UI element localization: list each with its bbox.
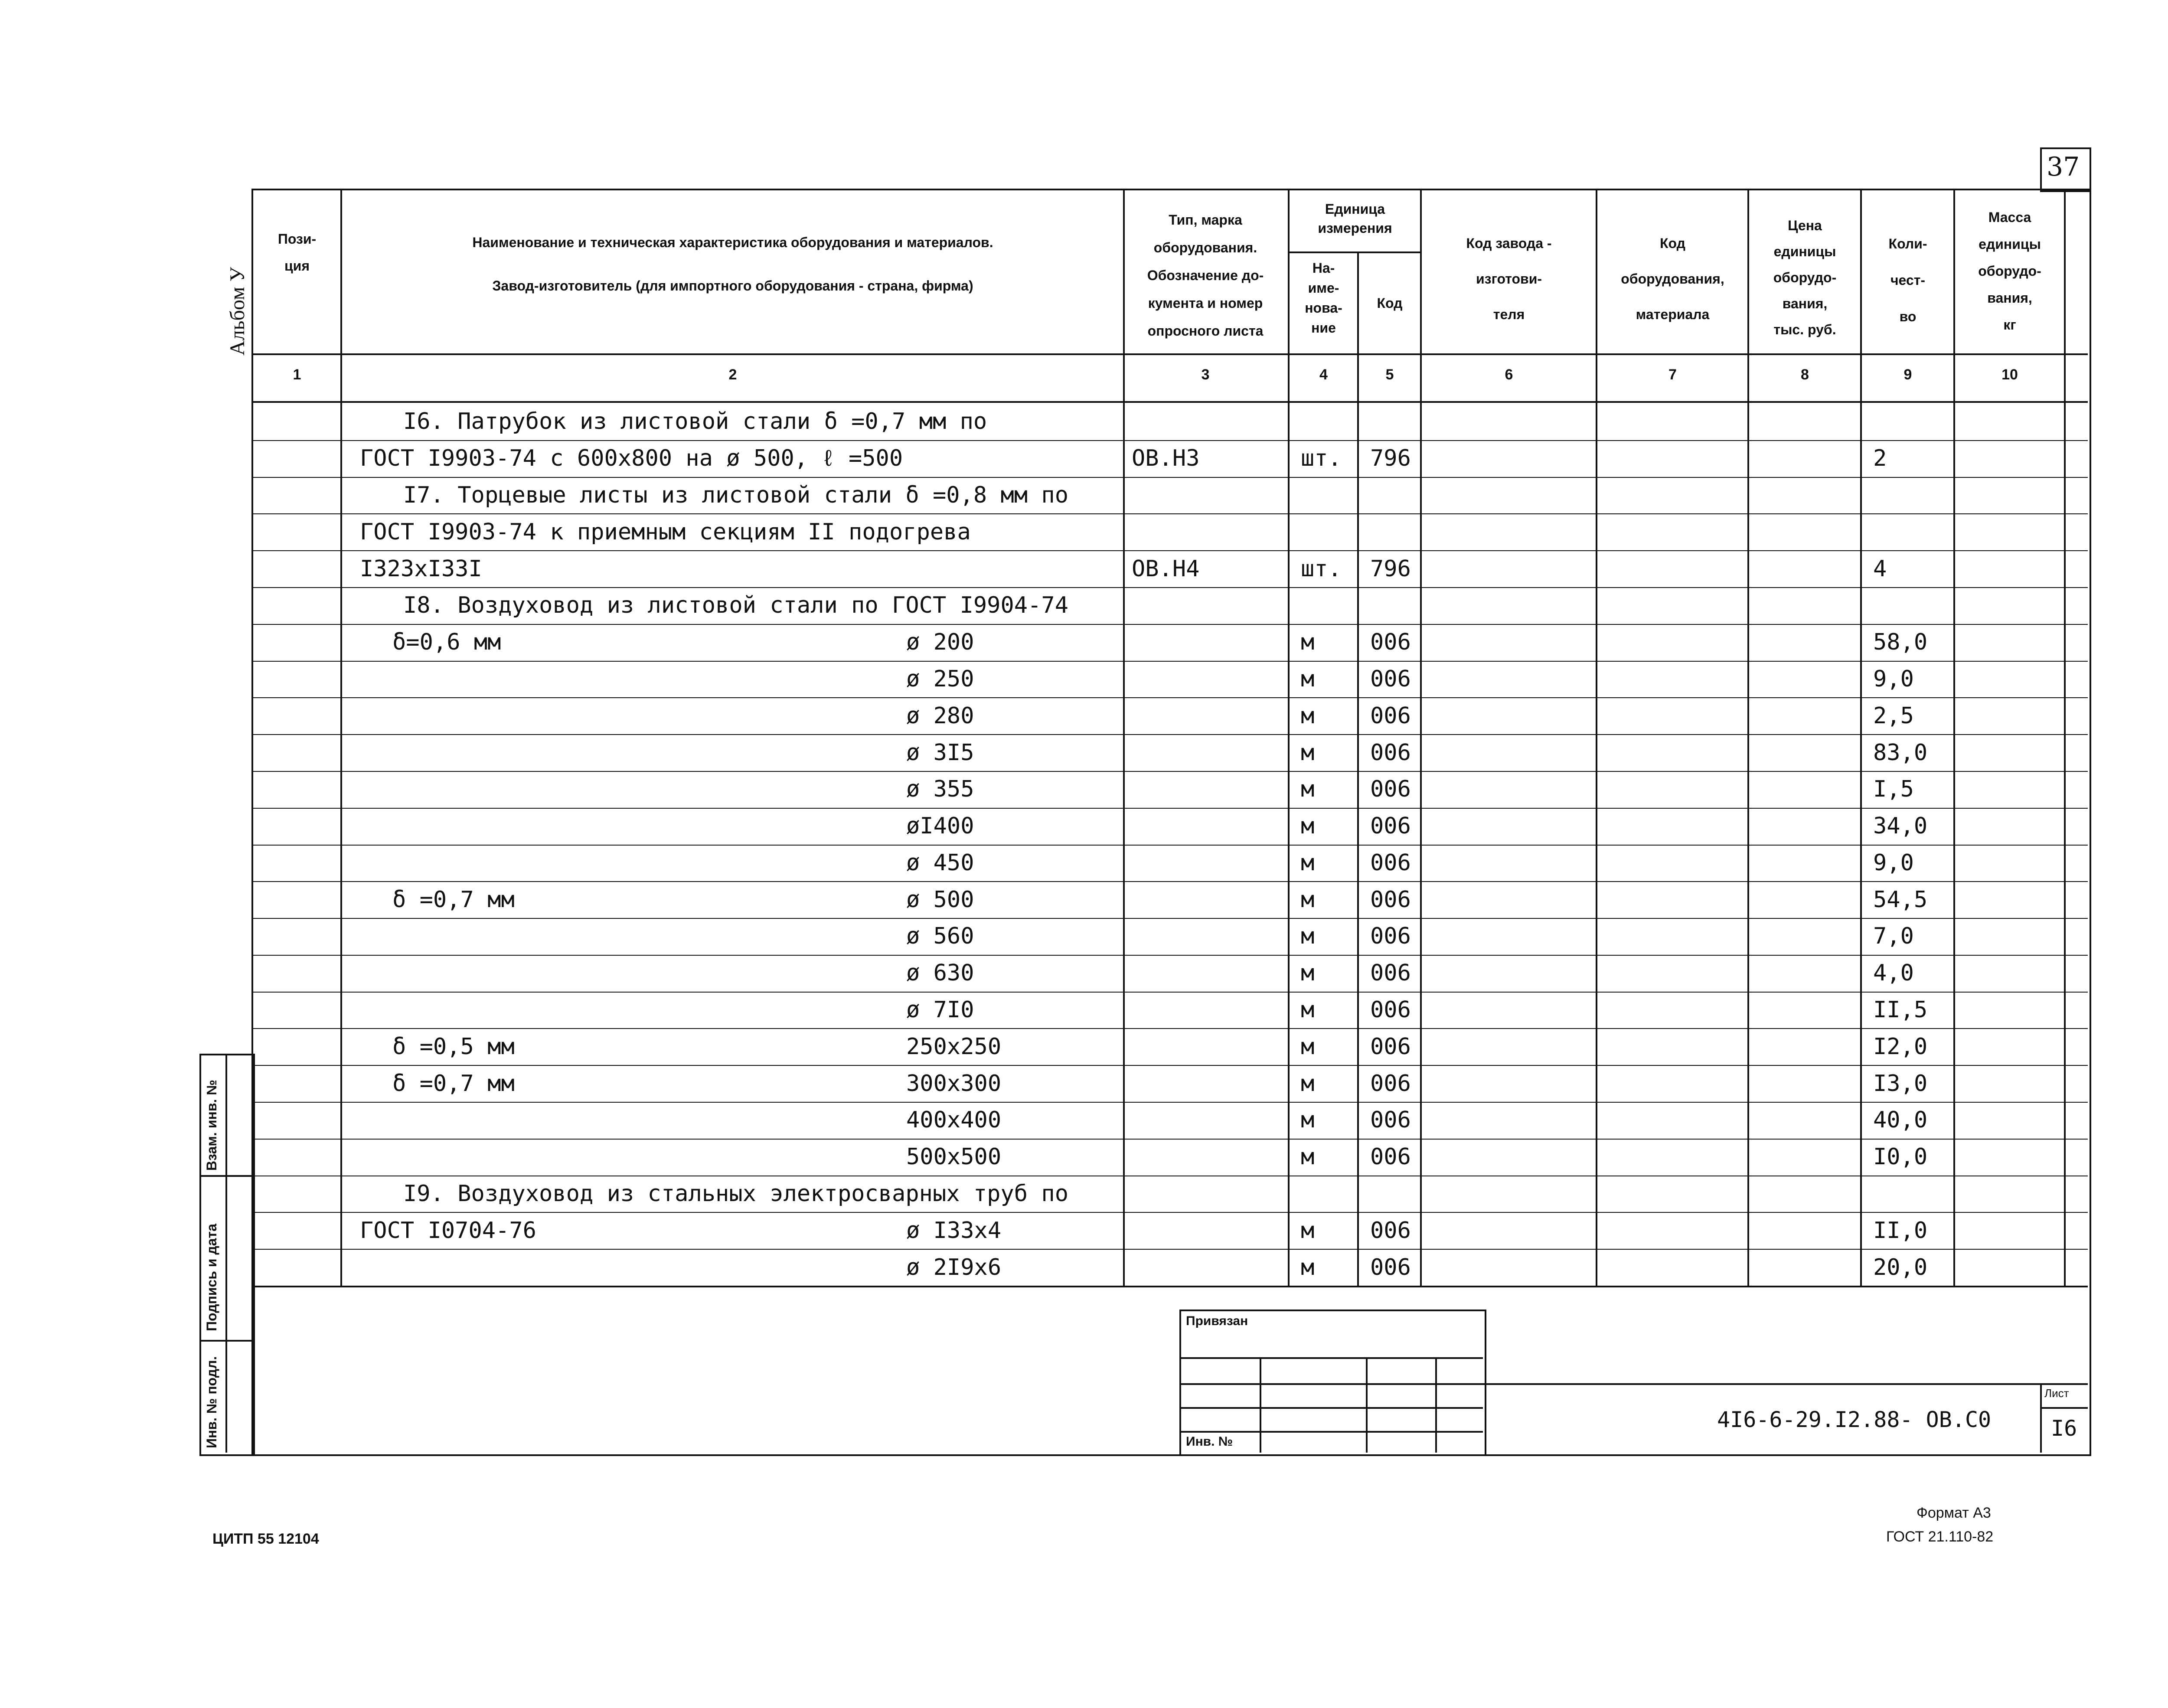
row-code: 006 [1370, 702, 1411, 729]
colnum-1: 1 [293, 366, 301, 383]
row-rule [251, 771, 2088, 772]
header-position: Пози- ция [278, 231, 317, 274]
row-size: øI400 [906, 813, 974, 839]
row-code: 006 [1370, 1033, 1411, 1060]
header-unit: Единица измерения [1318, 201, 1392, 236]
row-name: ГОСТ I0704-76 [360, 1217, 536, 1244]
row-code: 006 [1370, 923, 1411, 950]
row-unit: шт. [1301, 445, 1342, 472]
row-qty: 58,0 [1873, 629, 1928, 656]
row-unit: м [1301, 849, 1315, 876]
colnum-8: 8 [1801, 366, 1809, 383]
doc-code-rule [1483, 1383, 2088, 1385]
row-size: ø 500 [906, 886, 974, 913]
col-line-k [2064, 189, 2066, 1286]
col-line-i [1860, 189, 1862, 1286]
row-code: 006 [1370, 776, 1411, 803]
row-rule [251, 955, 2088, 956]
privyazan-rule-1 [1179, 1357, 1483, 1359]
row-size: 300х300 [906, 1070, 1002, 1097]
side-stamp-split [225, 1054, 227, 1453]
row-rule [251, 992, 2088, 993]
row-rule [251, 697, 2088, 698]
row-qty: I,5 [1873, 776, 1914, 803]
row-code: 006 [1370, 739, 1411, 766]
col-line-d [1288, 189, 1290, 1286]
col-line-g [1596, 189, 1597, 1286]
side-label-podpis: Подпись и дата [204, 1224, 219, 1331]
row-type: ОВ.Н4 [1132, 555, 1200, 582]
row-qty: 54,5 [1873, 886, 1928, 913]
row-rule [251, 808, 2088, 809]
row-size: 400х400 [906, 1107, 1002, 1133]
row-unit: м [1301, 960, 1315, 986]
header-equipment-code: Код оборудования, материала [1621, 235, 1724, 322]
row-unit: м [1301, 813, 1315, 839]
row-size: 250х250 [906, 1033, 1002, 1060]
privyazan-rule-3 [1179, 1407, 1483, 1409]
footer-format: Формат А3 [1917, 1505, 1991, 1521]
colnum-5: 5 [1385, 366, 1394, 383]
header-unit-name: На- име- нова- ние [1305, 260, 1342, 336]
row-qty: 83,0 [1873, 739, 1928, 766]
colnum-2: 2 [728, 366, 737, 383]
row-rule [251, 1139, 2088, 1140]
row-name: I7. Торцевые листы из листовой стали δ =0,8 мм по [403, 482, 1069, 508]
side-label-inv-podl: Инв. № подл. [204, 1356, 219, 1448]
row-unit: м [1301, 702, 1315, 729]
row-rule [251, 881, 2088, 882]
row-code: 006 [1370, 1107, 1411, 1133]
header-type: Тип, марка оборудования. Обозначение до- кумента и номер опросного листа [1147, 212, 1264, 339]
row-code: 006 [1370, 997, 1411, 1023]
row-unit: м [1301, 923, 1315, 950]
row-size: ø I33х4 [906, 1217, 1002, 1244]
header-name-line2: Завод-изготовитель (для импортного оборудования - страна, фирма) [492, 278, 973, 294]
row-code: 796 [1370, 555, 1411, 582]
row-rule [251, 587, 2088, 588]
row-unit: м [1301, 629, 1315, 656]
table-bottom-rule [251, 1286, 2088, 1287]
row-code: 006 [1370, 849, 1411, 876]
row-rule [251, 661, 2088, 662]
row-qty: 40,0 [1873, 1107, 1928, 1133]
header-price: Цена единицы оборудо- вания, тыс. руб. [1773, 218, 1837, 337]
row-rule [251, 1028, 2088, 1029]
row-unit: м [1301, 997, 1315, 1023]
colnum-3: 3 [1201, 366, 1210, 383]
row-rule [251, 1102, 2088, 1103]
row-qty: 34,0 [1873, 813, 1928, 839]
header-unit-code: Код [1377, 295, 1403, 311]
row-type: ОВ.Н3 [1132, 445, 1200, 472]
side-label-vzam: Взам. инв. № [204, 1080, 219, 1171]
colnum-10: 10 [2001, 366, 2018, 383]
row-rule [251, 1249, 2088, 1250]
header-name-line1: Наименование и техническая характеристика оборудования и материалов. [472, 235, 993, 250]
row-code: 006 [1370, 813, 1411, 839]
row-unit: м [1301, 1070, 1315, 1097]
row-name: δ=0,6 мм [392, 629, 501, 656]
list-box-rule [2040, 1407, 2088, 1409]
row-rule [251, 918, 2088, 919]
row-name: ГОСТ I9903-74 с 600х800 на ø 500, ℓ =500 [360, 445, 903, 472]
colnum-6: 6 [1505, 366, 1513, 383]
row-rule [251, 845, 2088, 846]
row-size: ø 250 [906, 666, 974, 692]
row-size: ø 630 [906, 960, 974, 986]
row-size: 500х500 [906, 1144, 1002, 1170]
row-qty: I2,0 [1873, 1033, 1928, 1060]
privyazan-col-1 [1260, 1357, 1261, 1453]
colnum-bottom-rule [251, 401, 2088, 403]
row-size: ø 200 [906, 629, 974, 656]
col-line-h [1747, 189, 1749, 1286]
row-unit: м [1301, 666, 1315, 692]
row-name: I8. Воздуховод из листовой стали по ГОСТ I9904-74 [403, 592, 1069, 619]
row-rule [251, 1065, 2088, 1066]
row-name: I9. Воздуховод из стальных электросварных труб по [403, 1181, 1069, 1207]
row-size: ø 3I5 [906, 739, 974, 766]
row-code: 006 [1370, 1144, 1411, 1170]
list-label: Лист [2044, 1387, 2069, 1400]
row-qty: II,0 [1873, 1217, 1928, 1244]
row-name: I6. Патрубок из листовой стали δ =0,7 мм по [403, 408, 987, 435]
row-code: 796 [1370, 445, 1411, 472]
privyazan-rule-4 [1179, 1431, 1483, 1433]
row-name: δ =0,7 мм [392, 886, 515, 913]
col-line-f [1420, 189, 1422, 1286]
row-code: 006 [1370, 629, 1411, 656]
row-rule [251, 624, 2088, 625]
row-rule [251, 477, 2088, 478]
col-line-e [1357, 251, 1359, 1286]
col-line-b [340, 189, 342, 1286]
row-qty: 9,0 [1873, 666, 1914, 692]
row-qty: 20,0 [1873, 1254, 1928, 1280]
row-qty: I0,0 [1873, 1144, 1928, 1170]
row-qty: II,5 [1873, 997, 1928, 1023]
row-size: ø 2I9х6 [906, 1254, 1002, 1280]
row-rule [251, 440, 2088, 441]
row-qty: 9,0 [1873, 849, 1914, 876]
row-name: δ =0,5 мм [392, 1033, 515, 1060]
privyazan-rule-2 [1179, 1383, 1483, 1385]
row-unit: м [1301, 1254, 1315, 1280]
doc-code: 4I6-6-29.I2.88- ОВ.С0 [1717, 1407, 1992, 1432]
header-quantity: Коли- чест- во [1888, 236, 1927, 324]
col-line-c [1123, 189, 1125, 1286]
colnum-7: 7 [1668, 366, 1677, 383]
privyazan-col-2 [1366, 1357, 1368, 1453]
row-unit: м [1301, 1144, 1315, 1170]
inv-no-label: Инв. № [1186, 1434, 1233, 1449]
row-name: ГОСТ I9903-74 к приемным секциям II подогрева [360, 519, 971, 545]
row-qty: 7,0 [1873, 923, 1914, 950]
row-unit: м [1301, 739, 1315, 766]
privyazan-col-3 [1435, 1357, 1437, 1453]
row-code: 006 [1370, 960, 1411, 986]
header-mass: Масса единицы оборудо- вания, кг [1978, 209, 2041, 333]
footer-left-code: ЦИТП 55 12104 [212, 1531, 319, 1547]
album-label: Альбом У [226, 267, 249, 356]
header-factory-code: Код завода - изготови- теля [1466, 235, 1552, 322]
colnum-4: 4 [1319, 366, 1328, 383]
row-rule [251, 1212, 2088, 1213]
row-qty: 2,5 [1873, 702, 1914, 729]
row-code: 006 [1370, 1254, 1411, 1280]
row-name: δ =0,7 мм [392, 1070, 515, 1097]
row-qty: 4,0 [1873, 960, 1914, 986]
row-rule [251, 550, 2088, 551]
row-qty: 4 [1873, 555, 1887, 582]
row-qty: I3,0 [1873, 1070, 1928, 1097]
table-top-rule [251, 189, 2088, 190]
row-code: 006 [1370, 666, 1411, 692]
row-size: ø 450 [906, 849, 974, 876]
privyazan-label: Привязан [1186, 1314, 1248, 1328]
row-size: ø 560 [906, 923, 974, 950]
row-name: I323хI33I [360, 555, 482, 582]
colnum-9: 9 [1904, 366, 1912, 383]
row-unit: м [1301, 776, 1315, 803]
row-code: 006 [1370, 1217, 1411, 1244]
list-box-left [2040, 1383, 2042, 1453]
row-rule [251, 734, 2088, 735]
row-size: ø 280 [906, 702, 974, 729]
row-unit: шт. [1301, 555, 1342, 582]
header-bottom-rule [251, 353, 2088, 355]
row-qty: 2 [1873, 445, 1887, 472]
row-code: 006 [1370, 1070, 1411, 1097]
row-unit: м [1301, 886, 1315, 913]
footer-gost: ГОСТ 21.110-82 [1886, 1528, 1994, 1545]
row-size: ø 355 [906, 776, 974, 803]
row-unit: м [1301, 1107, 1315, 1133]
row-code: 006 [1370, 886, 1411, 913]
list-number: I6 [2051, 1416, 2077, 1441]
col-line-j [1953, 189, 1955, 1286]
row-unit: м [1301, 1033, 1315, 1060]
page-marker: 37 [2047, 152, 2080, 182]
row-unit: м [1301, 1217, 1315, 1244]
row-rule [251, 513, 2088, 514]
unit-split-rule [1288, 251, 1420, 253]
row-size: ø 7I0 [906, 997, 974, 1023]
